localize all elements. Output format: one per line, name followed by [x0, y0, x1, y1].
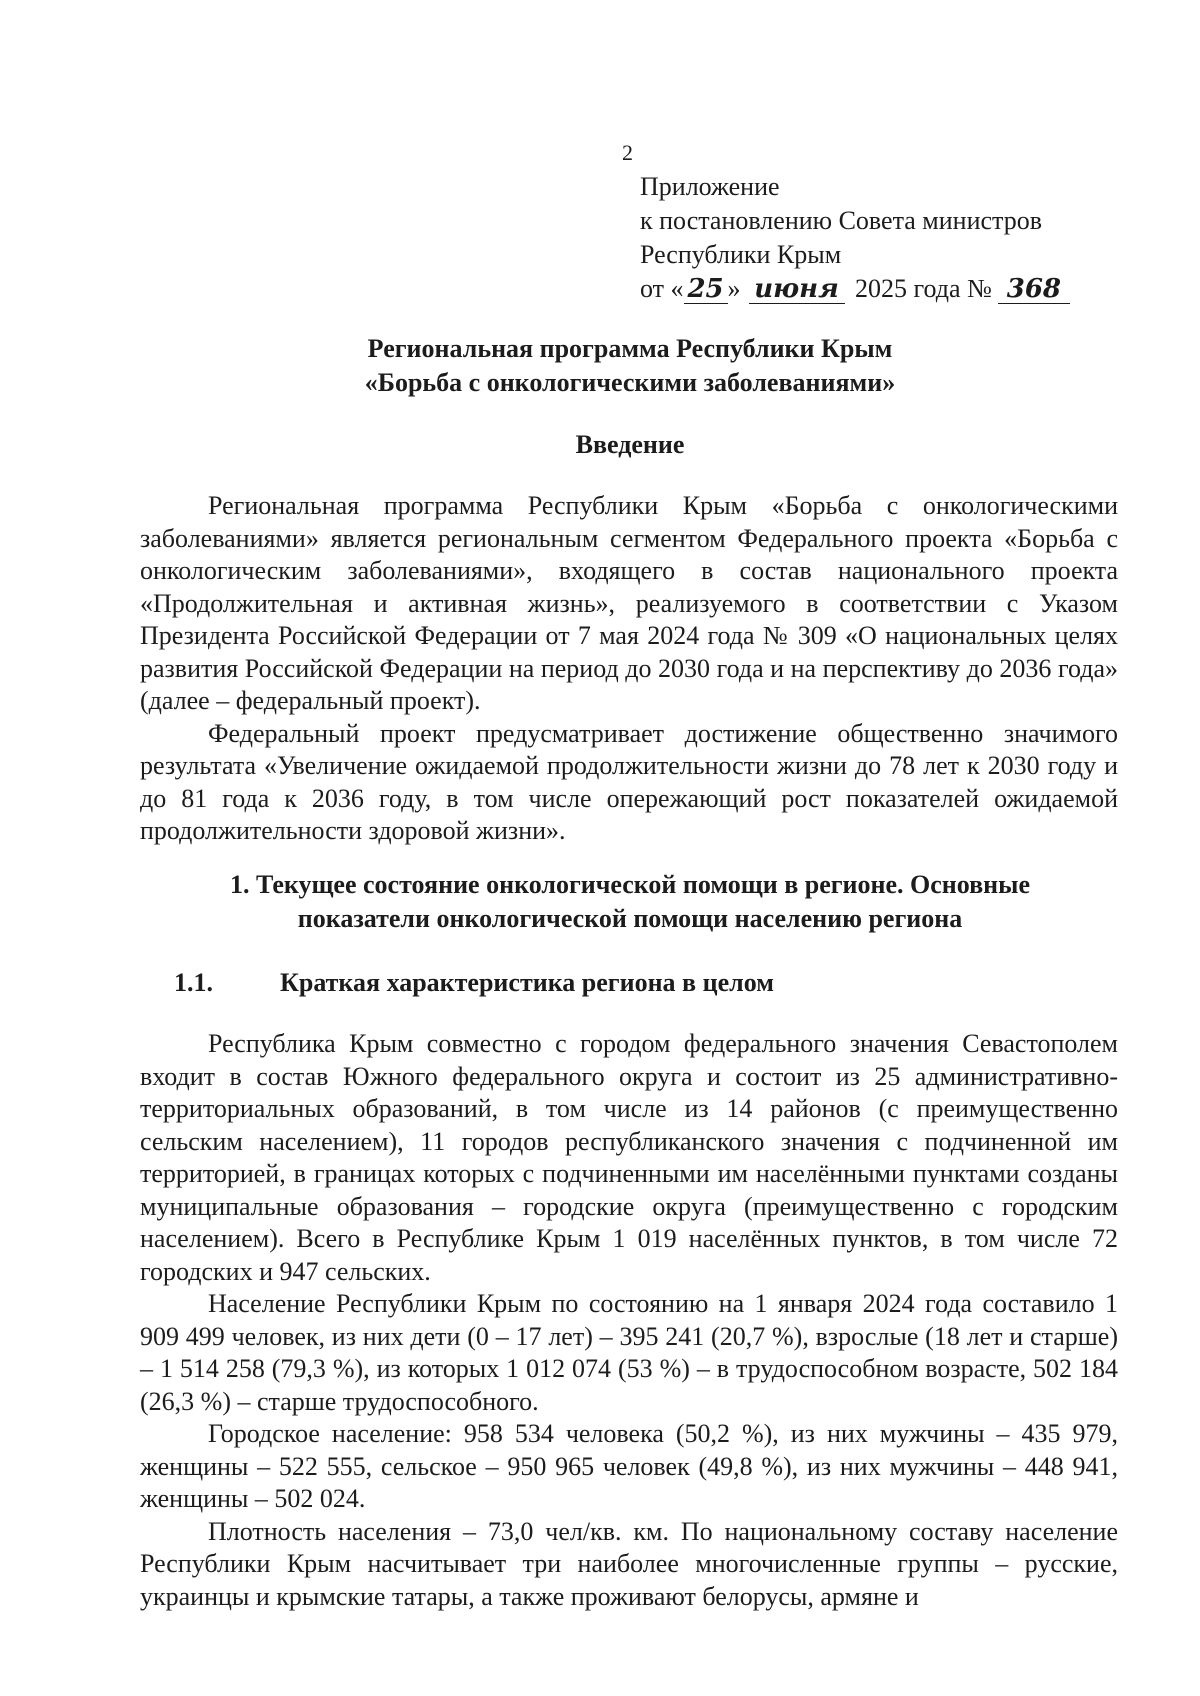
subsection-number: 1.1.	[174, 968, 213, 997]
region-paragraph-3: Городское население: 958 534 человека (50,2 %), из них мужчины – 435 979, женщины – 522 555, сельское – 950 965 человек (49,8 %), из них мужчины – 448 941, женщины – 502 024.	[140, 1419, 1118, 1513]
date-prefix: от «	[640, 274, 684, 303]
program-title-line-1: Региональная программа Республики Крым	[367, 334, 893, 363]
annex-line-3: Республики Крым	[640, 240, 842, 269]
handwritten-day: 25	[684, 275, 728, 304]
date-mid: »	[727, 274, 741, 303]
intro-paragraph-1: Региональная программа Республики Крым «Борьба с онкологическими заболеваниями» является региональным сегментом Федерального проекта «Борьба с онкологическим заболеваниями», входящего в состав национального проекта «Продолжительная и активная жизнь», реализуемого в соответствии с Указом Президента Российской Федерации от 7 мая 2024 года № 309 «О национальных целях развития Российской Федерации на период до 2030 года и на перспективу до 2036 года» (далее – федеральный проект).	[140, 491, 1118, 715]
section-1-heading-line-2: показатели онкологической помощи населению региона	[297, 904, 963, 933]
date-year: 2025 года №	[855, 274, 992, 303]
subsection-title: Краткая характеристика региона в целом	[280, 968, 774, 997]
annex-header	[640, 170, 1100, 306]
intro-heading: Введение	[575, 430, 685, 459]
region-paragraph-4: Плотность населения – 73,0 чел/кв. км. По национальному составу население Республики Крым насчитывает три наиболее многочисленные группы – русские, украинцы и крымские татары, а также проживают белорусы, армяне и	[140, 1516, 1118, 1611]
subsection-1-1-heading	[174, 966, 1074, 1000]
handwritten-number: 368	[998, 275, 1070, 304]
handwritten-month: июня	[749, 275, 845, 304]
program-title-line-2: «Борьба с онкологическими заболеваниями»	[364, 368, 896, 397]
intro-text	[140, 490, 1118, 848]
region-paragraph-1: Республика Крым совместно с городом федерального значения Севастополем входит в состав Южного федерального округа и состоит из 25 административно-территориальных образований, в том числе из 14 районов (с преимущественно сельским населением), 11 городов республиканского значения с подчиненной им территорией, в границах которых с подчиненными им населёнными пунктами созданы муниципальные образования – городские округа (преимущественно с городским населением). Всего в Республике Крым 1 019 населённых пунктов, в том числе 72 городских и 947 сельских.	[140, 1029, 1118, 1286]
annex-line-2: к постановлению Совета министров	[640, 206, 1042, 235]
region-text	[140, 1028, 1118, 1613]
intro-paragraph-2: Федеральный проект предусматривает достижение общественно значимого результата «Увеличение ожидаемой продолжительности жизни до 78 лет к 2030 году и до 81 года к 2036 году, в том числе опережающий рост показателей ожидаемой продолжительности здоровой жизни».	[140, 718, 1118, 845]
section-1-heading-line-1: 1. Текущее состояние онкологической помощи в регионе. Основные	[229, 870, 1031, 899]
page-number: 2	[622, 140, 633, 165]
region-paragraph-2: Население Республики Крым по состоянию на 1 января 2024 года составило 1 909 499 человек, из них дети (0 – 17 лет) – 395 241 (20,7 %), взрослые (18 лет и старше) – 1 514 258 (79,3 %), из которых 1 012 074 (53 %) – в трудоспособном возрасте, 502 184 (26,3 %) – старше трудоспособного.	[140, 1289, 1118, 1416]
annex-line-1: Приложение	[640, 172, 780, 201]
annex-date-line	[640, 272, 1100, 306]
program-title	[140, 332, 1120, 400]
section-1-heading	[140, 868, 1120, 936]
